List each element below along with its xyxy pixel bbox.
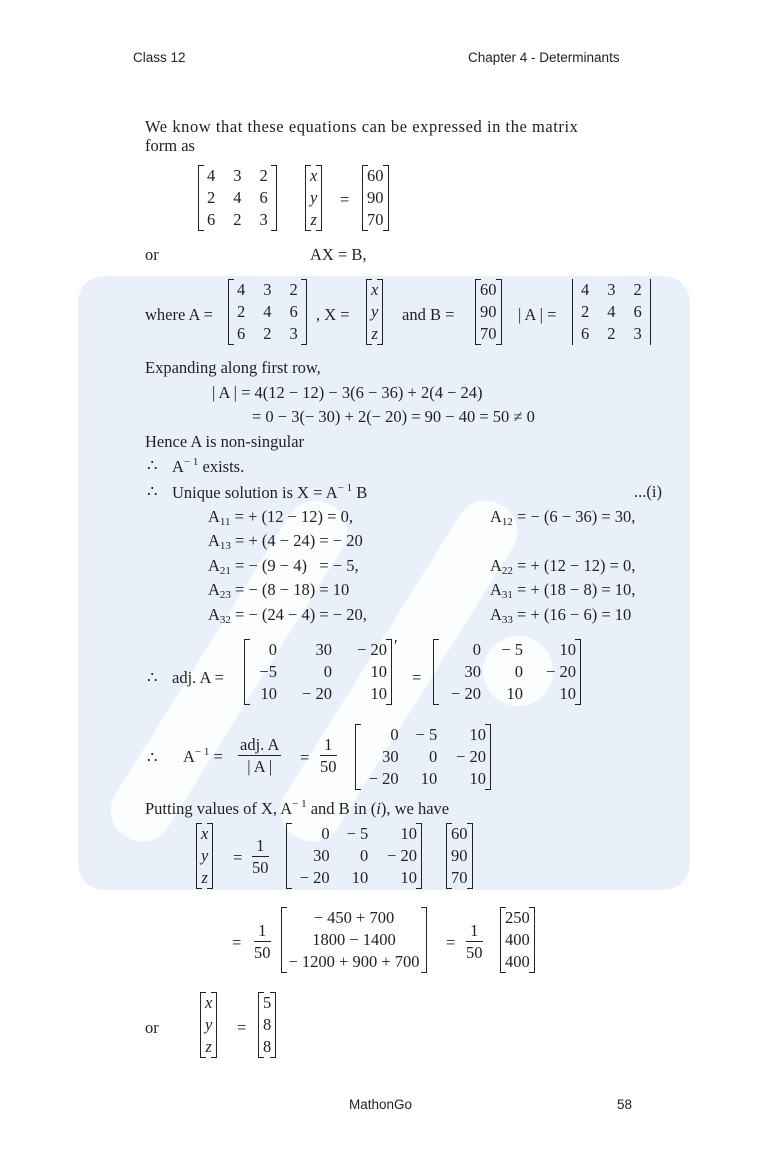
matrix-cell: 10: [469, 725, 486, 744]
matrix-row: [572, 301, 651, 323]
matrix-cell: 0: [472, 640, 481, 659]
equals-sign: =: [233, 848, 243, 867]
vector-cell: y: [205, 1015, 213, 1034]
matrix-cell: 30: [464, 662, 481, 681]
matrix-cell: 30: [382, 747, 399, 766]
det-a-label: | A | =: [518, 305, 557, 324]
unique-solution: Unique solution is $X = A^{- 1}$ B: [172, 482, 368, 502]
vector-cell: 70: [367, 210, 384, 229]
matrix-cell: − 5: [346, 824, 369, 843]
non-singular-text: Hence A is non-singular: [145, 432, 305, 451]
vector-cell: y: [310, 188, 318, 207]
therefore-symbol: ∴: [147, 668, 158, 687]
matrix-cell: 4: [263, 302, 272, 321]
matrix-cell: 10: [420, 769, 438, 788]
cofactor-a21: $A_{21}$ = − (9 − 4) = − 5,: [208, 556, 359, 577]
one-over-fifty: $\frac{1}{50}$: [466, 921, 483, 962]
cofactor-matrix: [244, 639, 392, 705]
matrix-cell: − 20: [456, 747, 486, 766]
vector-cell: 60: [480, 280, 497, 299]
matrix-row: [355, 724, 491, 746]
cofactor-a22: $A_{22}$ = + (12 − 12) = 0,: [490, 556, 636, 577]
matrix-row: [355, 768, 491, 790]
vector-cell: z: [310, 210, 317, 229]
footer-brand: MathonGo: [349, 1097, 413, 1112]
vector-cell: 400: [505, 952, 530, 971]
matrix-cell: 10: [559, 684, 576, 703]
matrix-cell: 3: [263, 280, 272, 299]
vector-cell: 90: [480, 302, 497, 321]
where-vector-b: [475, 279, 502, 345]
and-b-label: and B =: [402, 305, 455, 324]
intro-text: We know that these equations can be expressed in the matrix: [145, 117, 579, 136]
matrix-cell: 2: [207, 188, 216, 207]
matrix-cell: 0: [321, 824, 330, 843]
determinant-cell: 3: [607, 280, 616, 299]
determinant-cell: 6: [581, 324, 590, 343]
vector-cell: 5: [263, 993, 272, 1012]
matrix-row: [244, 639, 392, 661]
matrix-row: [244, 661, 392, 683]
matrix-row: [572, 323, 651, 345]
matrix-a: [198, 165, 277, 231]
vector-cell: x: [371, 280, 379, 299]
vector-cell: y: [201, 846, 209, 865]
determinant-cell: 4: [581, 280, 590, 299]
vector-cell: 8: [263, 1015, 272, 1034]
vector-cell: 1800 − 1400: [312, 930, 396, 949]
cofactor-a32: $A_{32}$ = − (24 − 4) = − 20,: [208, 605, 367, 626]
vector-cell: z: [205, 1037, 212, 1056]
vector-cell: 90: [367, 188, 384, 207]
vector-cell: 250: [505, 908, 530, 927]
matrix-cell: 30: [313, 846, 330, 865]
matrix-cell: 0: [360, 846, 369, 865]
matrix-cell: 10: [260, 684, 277, 703]
header-class: Class 12: [133, 50, 186, 65]
cofactor-a12: $A_{12}$ = − (6 − 36) = 30,: [490, 507, 636, 528]
adj-over-det-fraction: adj. A | A |: [240, 735, 280, 776]
matrix-cell: 0: [429, 747, 438, 766]
matrix-cell: 0: [390, 725, 399, 744]
vector-cell: − 1200 + 900 + 700: [288, 952, 420, 971]
matrix-cell: 10: [400, 824, 417, 843]
vector-cell: z: [371, 324, 378, 343]
matrix-row: [433, 639, 581, 661]
product-vector: [281, 907, 427, 973]
vector-cell: 70: [480, 324, 497, 343]
matrix-cell: 2: [259, 166, 268, 185]
matrix-cell: − 20: [368, 769, 399, 788]
determinant-cell: 2: [633, 280, 642, 299]
where-matrix-a: [228, 279, 307, 345]
matrix-cell: 2: [233, 210, 242, 229]
matrix-cell: − 20: [357, 640, 387, 659]
matrix-row: [198, 165, 277, 187]
vector-cell: 60: [451, 824, 468, 843]
matrix-cell: − 20: [299, 868, 330, 887]
matrix-row: [433, 683, 581, 705]
final-vector-xyz: [200, 992, 217, 1058]
matrix-cell: 3: [259, 210, 268, 229]
therefore-symbol: ∴: [147, 456, 158, 475]
matrix-cell: 0: [323, 662, 332, 681]
matrix-row: [198, 187, 277, 209]
adj-a-label: adj. A =: [172, 668, 224, 687]
matrix-cell: 4: [207, 166, 216, 185]
matrix-cell: − 20: [387, 846, 417, 865]
matrix-cell: 10: [506, 684, 523, 703]
matrix-cell: −5: [259, 662, 277, 681]
matrix-row: [228, 279, 307, 301]
matrix-cell: 4: [237, 280, 246, 299]
matrix-cell: 6: [289, 302, 298, 321]
vector-cell: 60: [367, 166, 384, 185]
matrix-cell: 3: [289, 324, 298, 343]
vector-cell: y: [371, 302, 379, 321]
inverse-matrix-2: [286, 823, 422, 889]
cofactor-a23: $A_{23}$ = − (8 − 18) = 10: [208, 580, 350, 601]
matrix-cell: 6: [259, 188, 268, 207]
determinant-a: [572, 279, 651, 345]
vector-b-2: [446, 823, 473, 889]
matrix-cell: 10: [351, 868, 369, 887]
vector-cell: x: [205, 993, 213, 1012]
page-number: 58: [617, 1097, 633, 1112]
x-equals-label: , X =: [316, 305, 350, 324]
vector-cell: 400: [505, 930, 530, 949]
matrix-cell: − 5: [501, 640, 523, 659]
determinant-cell: 2: [607, 324, 616, 343]
matrix-row: [281, 907, 427, 929]
putting-values-text: Putting values of X, $A^{- 1}$ and B in (i), we have: [145, 798, 450, 818]
header-chapter: Chapter 4 - Determinants: [468, 50, 620, 65]
matrix-row: [281, 929, 427, 951]
det-line-2: = 0 − 3(− 30) + 2(− 20) = 90 − 40 = 50 ≠ 0: [252, 407, 535, 426]
matrix-row: [572, 279, 651, 301]
one-over-fifty: $\frac{1}{50}$: [252, 836, 269, 877]
equals-sign: =: [232, 933, 242, 952]
vector-cell: 70: [451, 868, 468, 887]
vector-cell: z: [201, 868, 208, 887]
equals-sign: =: [237, 1018, 247, 1037]
matrix-cell: 10: [370, 684, 387, 703]
inverse-exists: $A^{- 1}$ exists.: [172, 456, 245, 476]
vector-cell: − 450 + 700: [313, 908, 395, 927]
vector-cell: x: [201, 824, 209, 843]
matrix-cell: 6: [207, 210, 216, 229]
matrix-row: [286, 867, 422, 889]
one-over-fifty: $\frac{1}{50}$: [320, 735, 337, 776]
determinant-cell: 3: [633, 324, 642, 343]
equals-sign: =: [412, 668, 422, 687]
or-label: or: [145, 245, 159, 264]
matrix-cell: 10: [559, 640, 576, 659]
result-vector: [500, 907, 535, 973]
vector-b: [362, 165, 389, 231]
matrix-cell: − 20: [451, 684, 481, 703]
matrix-row: [228, 323, 307, 345]
cofactor-a33: $A_{33}$ = + (16 − 6) = 10: [490, 605, 632, 626]
vector-cell: 90: [451, 846, 468, 865]
matrix-cell: 2: [237, 302, 246, 321]
matrix-cell: 10: [469, 769, 486, 788]
where-vector-x: [366, 279, 383, 345]
equals-sign: =: [446, 933, 456, 952]
matrix-row: [244, 683, 392, 705]
vector-xyz: [196, 823, 213, 889]
matrix-cell: 3: [233, 166, 242, 185]
equals-sign: =: [340, 190, 350, 209]
determinant-cell: 2: [581, 302, 590, 321]
cofactor-a11: $A_{11}$ = + (12 − 12) = 0,: [208, 507, 353, 528]
matrix-row: [355, 746, 491, 768]
intro-text-2: form as: [145, 136, 195, 155]
matrix-cell: 2: [263, 324, 272, 343]
therefore-symbol: ∴: [147, 748, 158, 767]
matrix-row: [281, 951, 427, 973]
matrix-row: [433, 661, 581, 683]
transpose-mark: ′: [394, 636, 398, 655]
or-label: or: [145, 1018, 159, 1037]
matrix-row: [228, 301, 307, 323]
matrix-cell: − 5: [415, 725, 438, 744]
expanding-text: Expanding along first row,: [145, 358, 321, 377]
matrix-cell: 0: [514, 662, 523, 681]
cofactor-a31: $A_{31}$ = + (18 − 8) = 10,: [490, 580, 636, 601]
matrix-cell: 10: [370, 662, 387, 681]
matrix-cell: 6: [237, 324, 246, 343]
matrix-cell: − 20: [302, 684, 332, 703]
matrix-row: [198, 209, 277, 231]
matrix-cell: 2: [289, 280, 298, 299]
a-inverse-label: $A^{- 1}$ =: [183, 746, 223, 766]
matrix-cell: − 20: [546, 662, 576, 681]
equation-ref: ...(i): [634, 482, 662, 501]
determinant-cell: 6: [633, 302, 642, 321]
determinant-cell: 4: [607, 302, 616, 321]
matrix-row: [286, 823, 422, 845]
matrix-row: [286, 845, 422, 867]
matrix-cell: 0: [268, 640, 277, 659]
one-over-fifty: $\frac{1}{50}$: [254, 921, 271, 962]
ax-equals-b: AX = B,: [310, 245, 367, 264]
matrix-cell: 10: [400, 868, 417, 887]
equals-sign: =: [300, 748, 310, 767]
matrix-cell: 4: [233, 188, 242, 207]
adjoint-matrix: [433, 639, 581, 705]
where-label: where A =: [145, 305, 213, 324]
cofactor-a13: $A_{13}$ = + (4 − 24) = − 20: [208, 531, 363, 552]
vector-x: [305, 165, 322, 231]
vector-cell: 8: [263, 1037, 272, 1056]
inverse-matrix: [355, 724, 491, 790]
final-solution-vector: [258, 992, 276, 1058]
vector-cell: x: [310, 166, 318, 185]
matrix-cell: 30: [315, 640, 332, 659]
det-line-1: | A | = 4(12 − 12) − 3(6 − 36) + 2(4 − 24): [212, 383, 483, 402]
therefore-symbol: ∴: [147, 482, 158, 501]
